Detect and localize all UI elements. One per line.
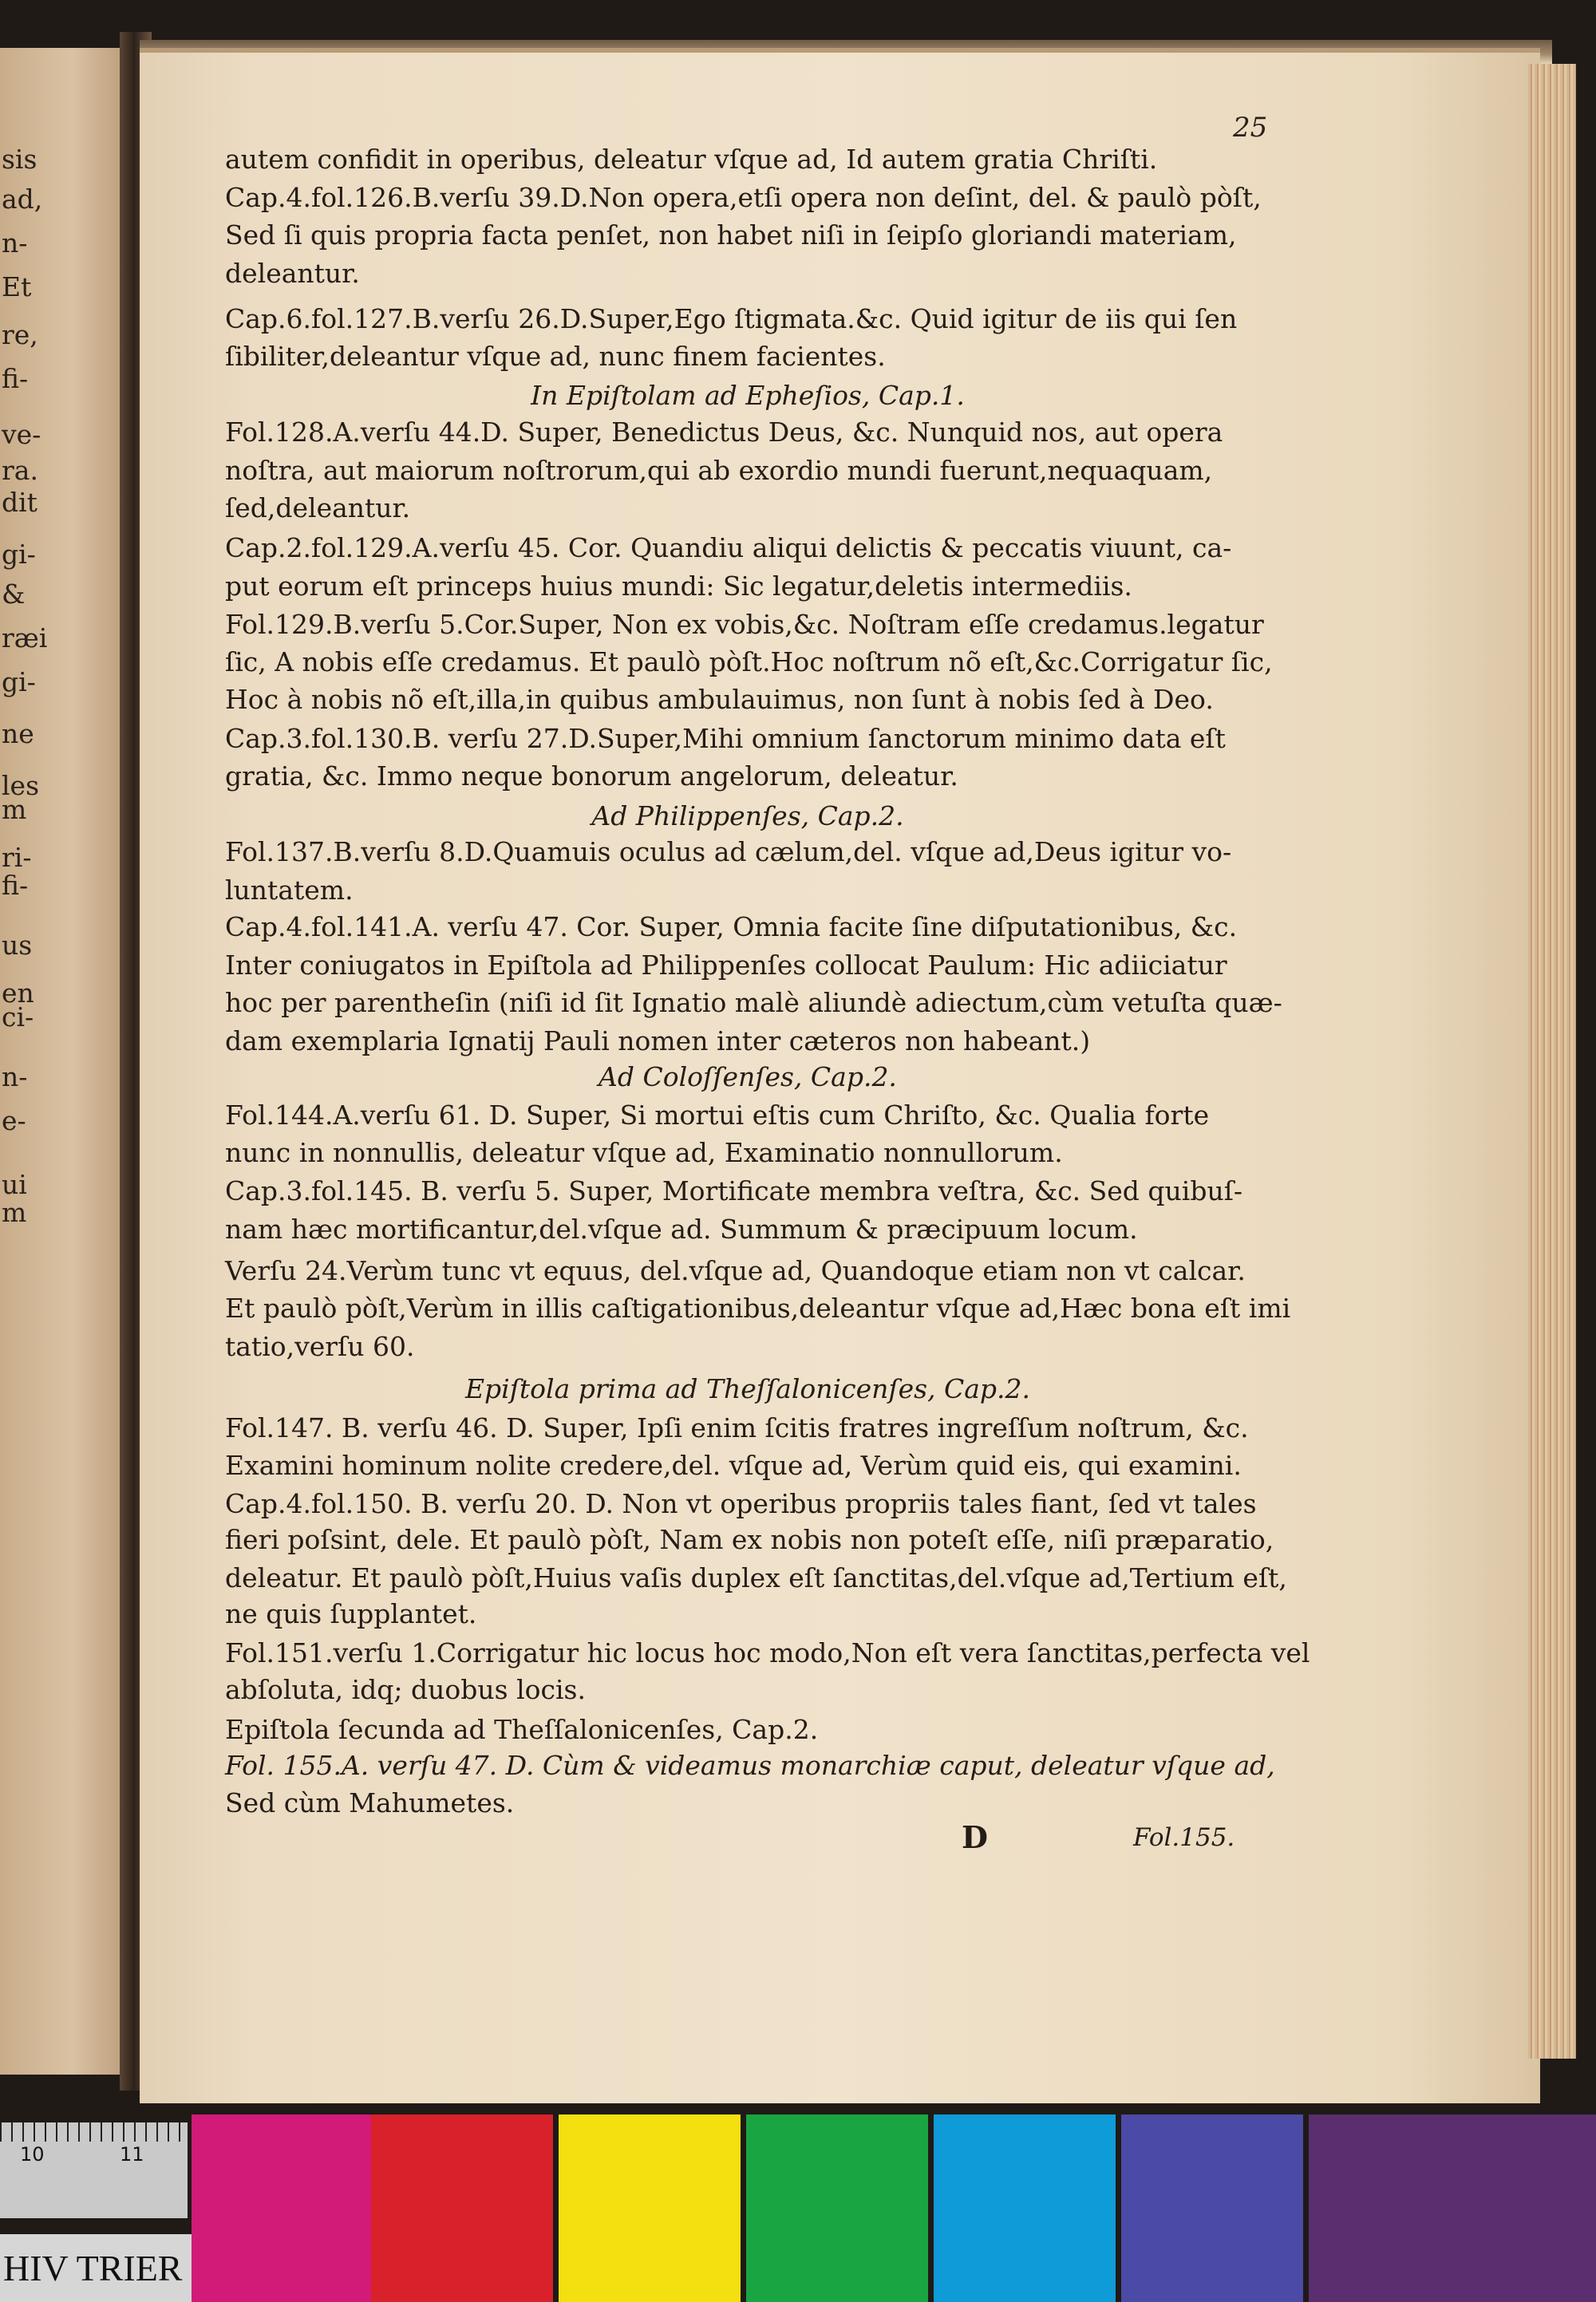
text-line: Sed ſi quis propria facta penſet, non habet niſi in ſeipſo gloriandi materiam, xyxy=(225,219,1237,251)
text-line: luntatem. xyxy=(225,875,354,906)
text-line: Et paulò pòſt,Verùm in illis caſtigationibus,deleantur vſque ad,Hæc bona eſt imi xyxy=(225,1293,1291,1324)
left-page-fragment: e- xyxy=(2,1105,26,1136)
ruler-number: 10 xyxy=(20,2143,45,2166)
color-swatch xyxy=(1309,2114,1596,2302)
left-page-fragment: gi- xyxy=(2,666,36,697)
color-swatch xyxy=(371,2114,553,2302)
page-number: 25 xyxy=(1233,112,1268,144)
text-line: abſoluta, idq; duobus locis. xyxy=(225,1674,586,1705)
left-page-fragment: m xyxy=(2,1197,27,1228)
text-line: ſic, A nobis eſſe credamus. Et paulò pòſt.Hoc noſtrum nõ eſt,&c.Corrigatur ſic, xyxy=(225,646,1273,677)
left-page-fragment: ve- xyxy=(2,419,41,450)
text-line: Fol.137.B.verſu 8.D.Quamuis oculus ad cælum,del. vſque ad,Deus igitur vo- xyxy=(225,836,1232,867)
text-line: nam hæc mortificantur,del.vſque ad. Summum & præcipuum locum. xyxy=(225,1214,1138,1245)
text-line: noſtra, aut maiorum noſtrorum,qui ab exordio mundi fuerunt,nequaquam, xyxy=(225,455,1213,486)
left-page-fragment: ui xyxy=(2,1169,27,1200)
section-heading: Ad Coloſſenſes, Cap.2. xyxy=(598,1061,897,1092)
text-line: put eorum eſt princeps huius mundi: Sic legatur,deletis intermediis. xyxy=(225,571,1132,602)
ruler-number: 11 xyxy=(120,2143,144,2166)
text-line: ne quis ſupplantet. xyxy=(225,1598,477,1629)
text-line: autem confidit in operibus, deleatur vſque ad, Id autem gratia Chriſti. xyxy=(225,144,1158,175)
text-line: Epiſtola ſecunda ad Theſſalonicenſes, Cap.2. xyxy=(225,1714,819,1745)
left-page-fragment: ad, xyxy=(2,184,43,215)
left-page-fragment: us xyxy=(2,930,33,961)
left-page-fragment: fi- xyxy=(2,870,29,901)
section-heading: Ad Philippenſes, Cap.2. xyxy=(591,800,904,831)
signature-mark: D xyxy=(962,1819,988,1855)
text-line: Fol.144.A.verſu 61. D. Super, Si mortui eſtis cum Chriſto, &c. Qualia forte xyxy=(225,1100,1210,1131)
text-line: Cap.4.fol.126.B.verſu 39.D.Non opera,etſi opera non deſint, del. & paulò pòſt, xyxy=(225,182,1262,213)
text-line: Inter coniugatos in Epiſtola ad Philippenſes collocat Paulum: Hic adiiciatur xyxy=(225,950,1227,981)
text-line: Cap.3.fol.130.B. verſu 27.D.Super,Mihi omnium ſanctorum minimo data eſt xyxy=(225,723,1226,754)
text-line: ſibiliter,deleantur vſque ad, nunc finem facientes. xyxy=(225,341,886,372)
left-page-fragment: fi- xyxy=(2,363,29,394)
left-page-fragment: gi- xyxy=(2,539,36,570)
text-line: Cap.6.fol.127.B.verſu 26.D.Super,Ego ſtigmata.&c. Quid igitur de iis qui ſen xyxy=(225,303,1238,334)
section-heading: Epiſtola prima ad Theſſalonicenſes, Cap.2. xyxy=(464,1373,1031,1404)
left-page-fragment: & xyxy=(2,578,26,610)
text-line: ſed,deleantur. xyxy=(225,492,411,523)
left-page-fragment: ra. xyxy=(2,455,38,486)
previous-page-edge xyxy=(0,48,132,2075)
text-line: Hoc à nobis nõ eſt,illa,in quibus ambulauimus, non ſunt à nobis ſed à Deo. xyxy=(225,684,1214,715)
left-page-fragment: ræi xyxy=(2,622,48,653)
section-heading: In Epiſtolam ad Epheſios, Cap.1. xyxy=(531,380,965,411)
text-line: Cap.4.fol.150. B. verſu 20. D. Non vt operibus propriis tales fiant, ſed vt tales xyxy=(225,1488,1257,1519)
text-line: Cap.3.fol.145. B. verſu 5. Super, Mortificate membra veſtra, &c. Sed quibuſ- xyxy=(225,1175,1243,1206)
left-page-fragment: dit xyxy=(2,487,38,518)
left-page-fragment: re, xyxy=(2,319,38,350)
measurement-ruler xyxy=(0,2122,188,2218)
color-swatch xyxy=(934,2114,1116,2302)
text-line: Fol.151.verſu 1.Corrigatur hic locus hoc modo,Non eſt vera ſanctitas,perfecta vel xyxy=(225,1637,1310,1668)
color-swatch xyxy=(192,2114,373,2302)
text-line: nunc in nonnullis, deleatur vſque ad, Examinatio nonnullorum. xyxy=(225,1137,1063,1168)
left-page-fragment: n- xyxy=(2,227,28,259)
left-page-fragment: en xyxy=(2,977,34,1009)
left-page-fragment: ri- xyxy=(2,842,32,873)
text-line: deleatur. Et paulò pòſt,Huius vaſis duplex eſt ſanctitas,del.vſque ad,Tertium eſt, xyxy=(225,1562,1287,1593)
catchword: Fol.155. xyxy=(1133,1823,1235,1852)
text-line: Cap.2.fol.129.A.verſu 45. Cor. Quandiu aliqui delictis & peccatis viuunt, ca- xyxy=(225,532,1232,563)
text-line: fieri poſsint, dele. Et paulò pòſt, Nam ex nobis non poteſt eſſe, niſi præparatio, xyxy=(225,1524,1274,1555)
left-page-fragment: ci- xyxy=(2,1001,34,1033)
section-heading: Fol. 155.A. verſu 47. D. Cùm & videamus monarchiæ caput, deleatur vſque ad, xyxy=(225,1750,1275,1781)
text-line: Fol.147. B. verſu 46. D. Super, Ipſi enim ſcitis fratres ingreſſum noſtrum, &c. xyxy=(225,1412,1249,1443)
text-line: Fol.129.B.verſu 5.Cor.Super, Non ex vobis,&c. Noſtram eſſe credamus.legatur xyxy=(225,609,1264,640)
text-line: Sed cùm Mahumetes. xyxy=(225,1787,515,1818)
page-block-edges xyxy=(1528,64,1576,2059)
left-page-fragment: n- xyxy=(2,1061,28,1092)
text-line: Cap.4.fol.141.A. verſu 47. Cor. Super, Omnia facite ſine diſputationibus, &c. xyxy=(225,911,1238,942)
color-swatch xyxy=(1121,2114,1303,2302)
left-page-fragment: sis xyxy=(2,144,38,175)
text-line: hoc per parentheſin (niſi id ſit Ignatio malè aliundè adiectum,cùm vetuſta quæ- xyxy=(225,987,1282,1018)
left-page-fragment: ne xyxy=(2,718,34,749)
text-line: tatio,verſu 60. xyxy=(225,1331,415,1362)
text-line: Examini hominum nolite credere,del. vſque ad, Verùm quid eis, qui examini. xyxy=(225,1450,1242,1481)
text-line: dam exemplaria Ignatij Pauli nomen inter cæteros non habeant.) xyxy=(225,1025,1091,1056)
color-swatch xyxy=(746,2114,928,2302)
color-swatch xyxy=(559,2114,741,2302)
text-line: deleantur. xyxy=(225,258,360,289)
archive-label: HIV TRIER xyxy=(0,2234,195,2302)
left-page-fragment: m xyxy=(2,794,27,825)
ruler-ticks xyxy=(0,2122,188,2142)
text-line: Verſu 24.Verùm tunc vt equus, del.vſque ad, Quandoque etiam non vt calcar. xyxy=(225,1255,1246,1286)
text-line: gratia, &c. Immo neque bonorum angelorum, deleatur. xyxy=(225,760,958,792)
left-page-fragment: Et xyxy=(2,271,32,302)
text-line: Fol.128.A.verſu 44.D. Super, Benedictus Deus, &c. Nunquid nos, aut opera xyxy=(225,417,1223,448)
left-page-fragment: les xyxy=(2,770,40,801)
